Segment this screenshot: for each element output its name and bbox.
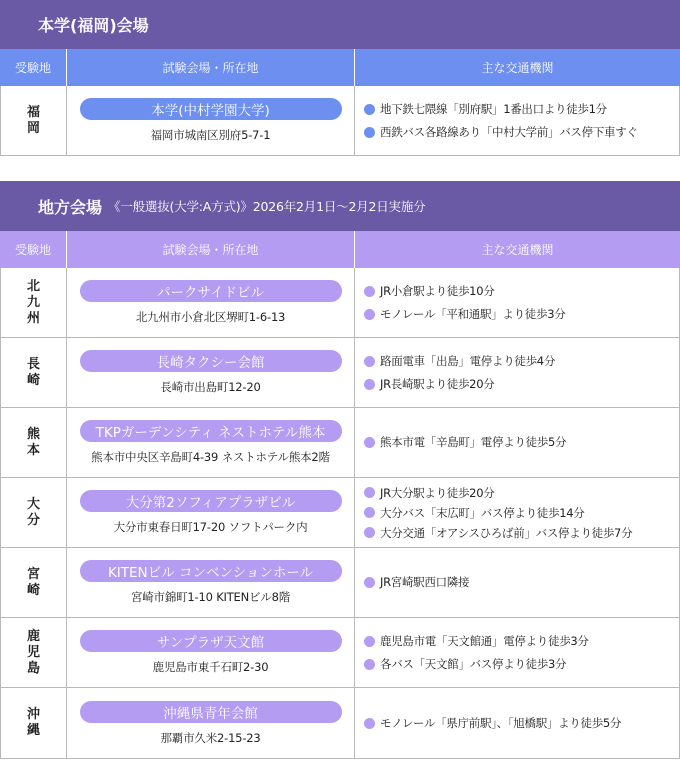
region-cell: 福岡 bbox=[1, 86, 67, 155]
honbu-column-header bbox=[0, 49, 680, 86]
honbu-section-header bbox=[0, 0, 680, 49]
transport-cell bbox=[355, 478, 679, 547]
bullet-dot-icon bbox=[364, 718, 375, 729]
chiho-section-subtitle: 《一般選抜(大学:A方式)》2026年2月1日～2月2日実施分 bbox=[108, 199, 426, 214]
transport-item: 大分交通「オアシスひろば前」バス停より徒歩7分 bbox=[380, 525, 633, 540]
venue-pill: TKPガーデンシティ ネストホテル熊本 bbox=[80, 420, 342, 442]
venue-pill: サンプラザ天文館 bbox=[80, 630, 342, 652]
chiho-column-header bbox=[0, 231, 680, 268]
table-row bbox=[0, 688, 680, 759]
venue-cell bbox=[67, 688, 355, 758]
venue-address: 長崎市出島町12-20 bbox=[160, 380, 261, 394]
transport-cell bbox=[355, 548, 679, 617]
bullet-dot-icon bbox=[364, 487, 375, 498]
venue-address: 熊本市中央区辛島町4-39 ネストホテル熊本2階 bbox=[91, 450, 330, 464]
transport-item: 各バス「天文館」バス停より徒歩3分 bbox=[380, 656, 567, 671]
transport-cell bbox=[355, 408, 679, 477]
bullet-dot-icon bbox=[364, 309, 375, 320]
column-region: 受験地 bbox=[0, 231, 67, 268]
transport-cell bbox=[355, 86, 679, 155]
bullet-dot-icon bbox=[364, 507, 375, 518]
transport-item: モノレール「平和通駅」より徒歩3分 bbox=[380, 306, 566, 321]
venue-address: 宮崎市錦町1-10 KITENビル8階 bbox=[130, 590, 291, 604]
transport-cell bbox=[355, 268, 679, 337]
transport-cell bbox=[355, 688, 679, 758]
transport-cell bbox=[355, 618, 679, 687]
region-cell: 大分 bbox=[1, 478, 67, 547]
bullet-dot-icon bbox=[364, 127, 375, 138]
transport-item: JR大分駅より徒歩20分 bbox=[380, 485, 495, 500]
venue-cell bbox=[67, 408, 355, 477]
column-venue: 試験会場・所在地 bbox=[67, 231, 355, 268]
venue-pill: 本学(中村学園大学) bbox=[80, 98, 342, 120]
bullet-dot-icon bbox=[364, 379, 375, 390]
table-row bbox=[0, 618, 680, 688]
transport-cell bbox=[355, 338, 679, 407]
transport-item: 路面電車「出島」電停より徒歩4分 bbox=[380, 353, 556, 368]
venue-cell bbox=[67, 86, 355, 155]
table-row bbox=[0, 408, 680, 478]
column-region: 受験地 bbox=[0, 49, 67, 86]
table-row bbox=[0, 268, 680, 338]
chiho-section-title: 地方会場 bbox=[38, 197, 103, 217]
region-cell: 沖縄 bbox=[1, 688, 67, 758]
region-cell: 北九州 bbox=[1, 268, 67, 337]
venue-address: 那覇市久米2-15-23 bbox=[160, 730, 261, 745]
transport-item: 西鉄バス各路線あり「中村大学前」バス停下車すぐ bbox=[380, 124, 638, 139]
honbu-section-title: 本学(福岡)会場 bbox=[38, 16, 149, 35]
venue-cell bbox=[67, 618, 355, 687]
bullet-dot-icon bbox=[364, 577, 375, 588]
region-cell: 長崎 bbox=[1, 338, 67, 407]
table-row bbox=[0, 478, 680, 548]
venue-cell bbox=[67, 338, 355, 407]
region-cell: 宮崎 bbox=[1, 548, 67, 617]
transport-item: 鹿児島市電「天文館通」電停より徒歩3分 bbox=[380, 633, 589, 648]
venue-cell bbox=[67, 548, 355, 617]
bullet-dot-icon bbox=[364, 527, 375, 538]
column-transport: 主な交通機関 bbox=[481, 61, 554, 75]
transport-item: JR長崎駅より徒歩20分 bbox=[380, 376, 495, 391]
table-row bbox=[0, 86, 680, 156]
venue-pill: 大分第2ソフィアプラザビル bbox=[80, 490, 342, 512]
table-row bbox=[0, 548, 680, 618]
transport-item: モノレール「県庁前駅」、「旭橋駅」より徒歩5分 bbox=[380, 715, 622, 730]
region-cell: 鹿児島 bbox=[1, 618, 67, 687]
column-transport: 主な交通機関 bbox=[481, 243, 554, 257]
bullet-dot-icon bbox=[364, 104, 375, 115]
venue-address: 鹿児島市東千石町2-30 bbox=[152, 660, 269, 674]
transport-item: JR宮崎駅西口隣接 bbox=[380, 575, 470, 589]
transport-item: JR小倉駅より徒歩10分 bbox=[380, 283, 495, 298]
column-venue: 試験会場・所在地 bbox=[67, 49, 355, 86]
bullet-dot-icon bbox=[364, 636, 375, 647]
region-cell: 熊本 bbox=[1, 408, 67, 477]
venue-cell bbox=[67, 268, 355, 337]
venue-pill: パークサイドビル bbox=[80, 280, 342, 302]
chiho-section-header bbox=[0, 181, 680, 231]
table-row bbox=[0, 338, 680, 408]
venue-address: 大分市東春日町17-20 ソフトパーク内 bbox=[113, 520, 308, 534]
venue-address: 北九州市小倉北区堺町1-6-13 bbox=[135, 310, 286, 324]
bullet-dot-icon bbox=[364, 286, 375, 297]
venue-address: 福岡市城南区別府5-7-1 bbox=[150, 128, 271, 142]
bullet-dot-icon bbox=[364, 356, 375, 367]
bullet-dot-icon bbox=[364, 659, 375, 670]
transport-item: 熊本市電「辛島町」電停より徒歩5分 bbox=[380, 435, 567, 449]
transport-item: 大分バス「末広町」バス停より徒歩14分 bbox=[380, 505, 585, 520]
bullet-dot-icon bbox=[364, 437, 375, 448]
venue-pill: 沖縄県青年会館 bbox=[80, 701, 342, 723]
venue-pill: KITENビル コンベンションホール bbox=[80, 560, 342, 582]
transport-item: 地下鉄七隈線「別府駅」1番出口より徒歩1分 bbox=[380, 101, 607, 116]
venue-cell bbox=[67, 478, 355, 547]
venue-pill: 長崎タクシー会館 bbox=[80, 350, 342, 372]
